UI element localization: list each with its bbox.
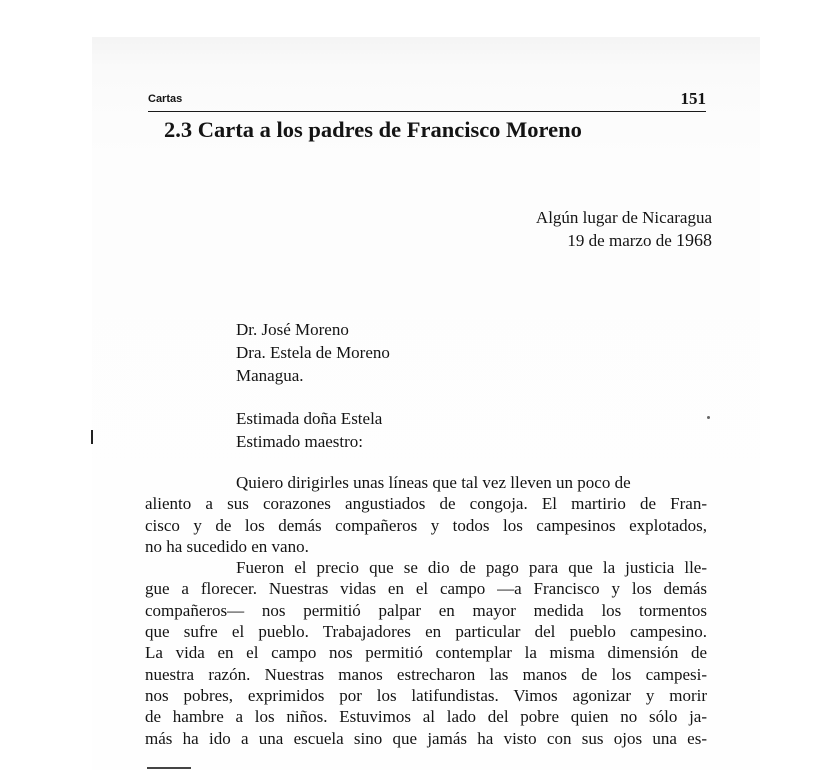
page-header: [148, 91, 706, 112]
body-line: compañeros— nos permitió palpar en mayor medida los tormentos: [145, 600, 707, 620]
letter-date-prefix: 19 de marzo de: [567, 231, 672, 250]
addressee-block: [236, 318, 390, 387]
margin-mark: [91, 430, 93, 444]
body-line: nos pobres, exprimidos por los latifundistas. Vimos agonizar y morir: [145, 685, 707, 705]
body-line: que sufre el pueblo. Trabajadores en particular del pueblo campesino.: [145, 622, 707, 642]
place-date-block: [536, 207, 712, 252]
body-line: más ha ido a una escuela sino que jamás ha visto con sus ojos una es-: [145, 728, 707, 748]
body-line: gue a florecer. Nuestras vidas en el campo —a Francisco y los demás: [145, 579, 707, 599]
page-number: 151: [680, 89, 706, 108]
addressee-line: Managua.: [236, 366, 304, 385]
letter-body: [145, 472, 707, 749]
letter-place: Algún lugar de Nicaragua: [535, 208, 712, 227]
greeting-line: Estimada doña Estela: [236, 409, 383, 428]
greeting-line: Estimado maestro:: [236, 432, 364, 451]
cut-off-text: [147, 765, 191, 770]
letter-year: 1968: [676, 230, 712, 250]
body-line: nuestra razón. Nuestras manos estrecharon las manos de los campesi-: [145, 664, 707, 684]
body-line: Fueron el precio que se dio de pago para que la justicia lle-: [236, 558, 707, 578]
body-line: Quiero dirigirles unas líneas que tal vez lleven un poco de: [236, 473, 631, 492]
greeting-block: [236, 407, 382, 453]
body-line: de hambre a los niños. Estuvimos al lado del pobre quien no sólo ja-: [145, 707, 707, 727]
scan-speck: [707, 416, 710, 419]
running-head: Cartas: [148, 93, 183, 105]
section-title: 2.3 Carta a los padres de Francisco Moreno: [164, 117, 582, 142]
addressee-line: Dr. José Moreno: [236, 320, 349, 339]
body-line: cisco y de los demás compañeros y todos los campesinos explotados,: [145, 515, 707, 535]
letter-date: [536, 229, 712, 252]
body-line: La vida en el campo nos permitió contemplar la misma dimensión de: [145, 643, 707, 663]
body-line: no ha sucedido en vano.: [145, 536, 309, 556]
body-line: aliento a sus corazones angustiados de congoja. El martirio de Fran-: [145, 494, 707, 514]
addressee-line: Dra. Estela de Moreno: [236, 343, 390, 362]
